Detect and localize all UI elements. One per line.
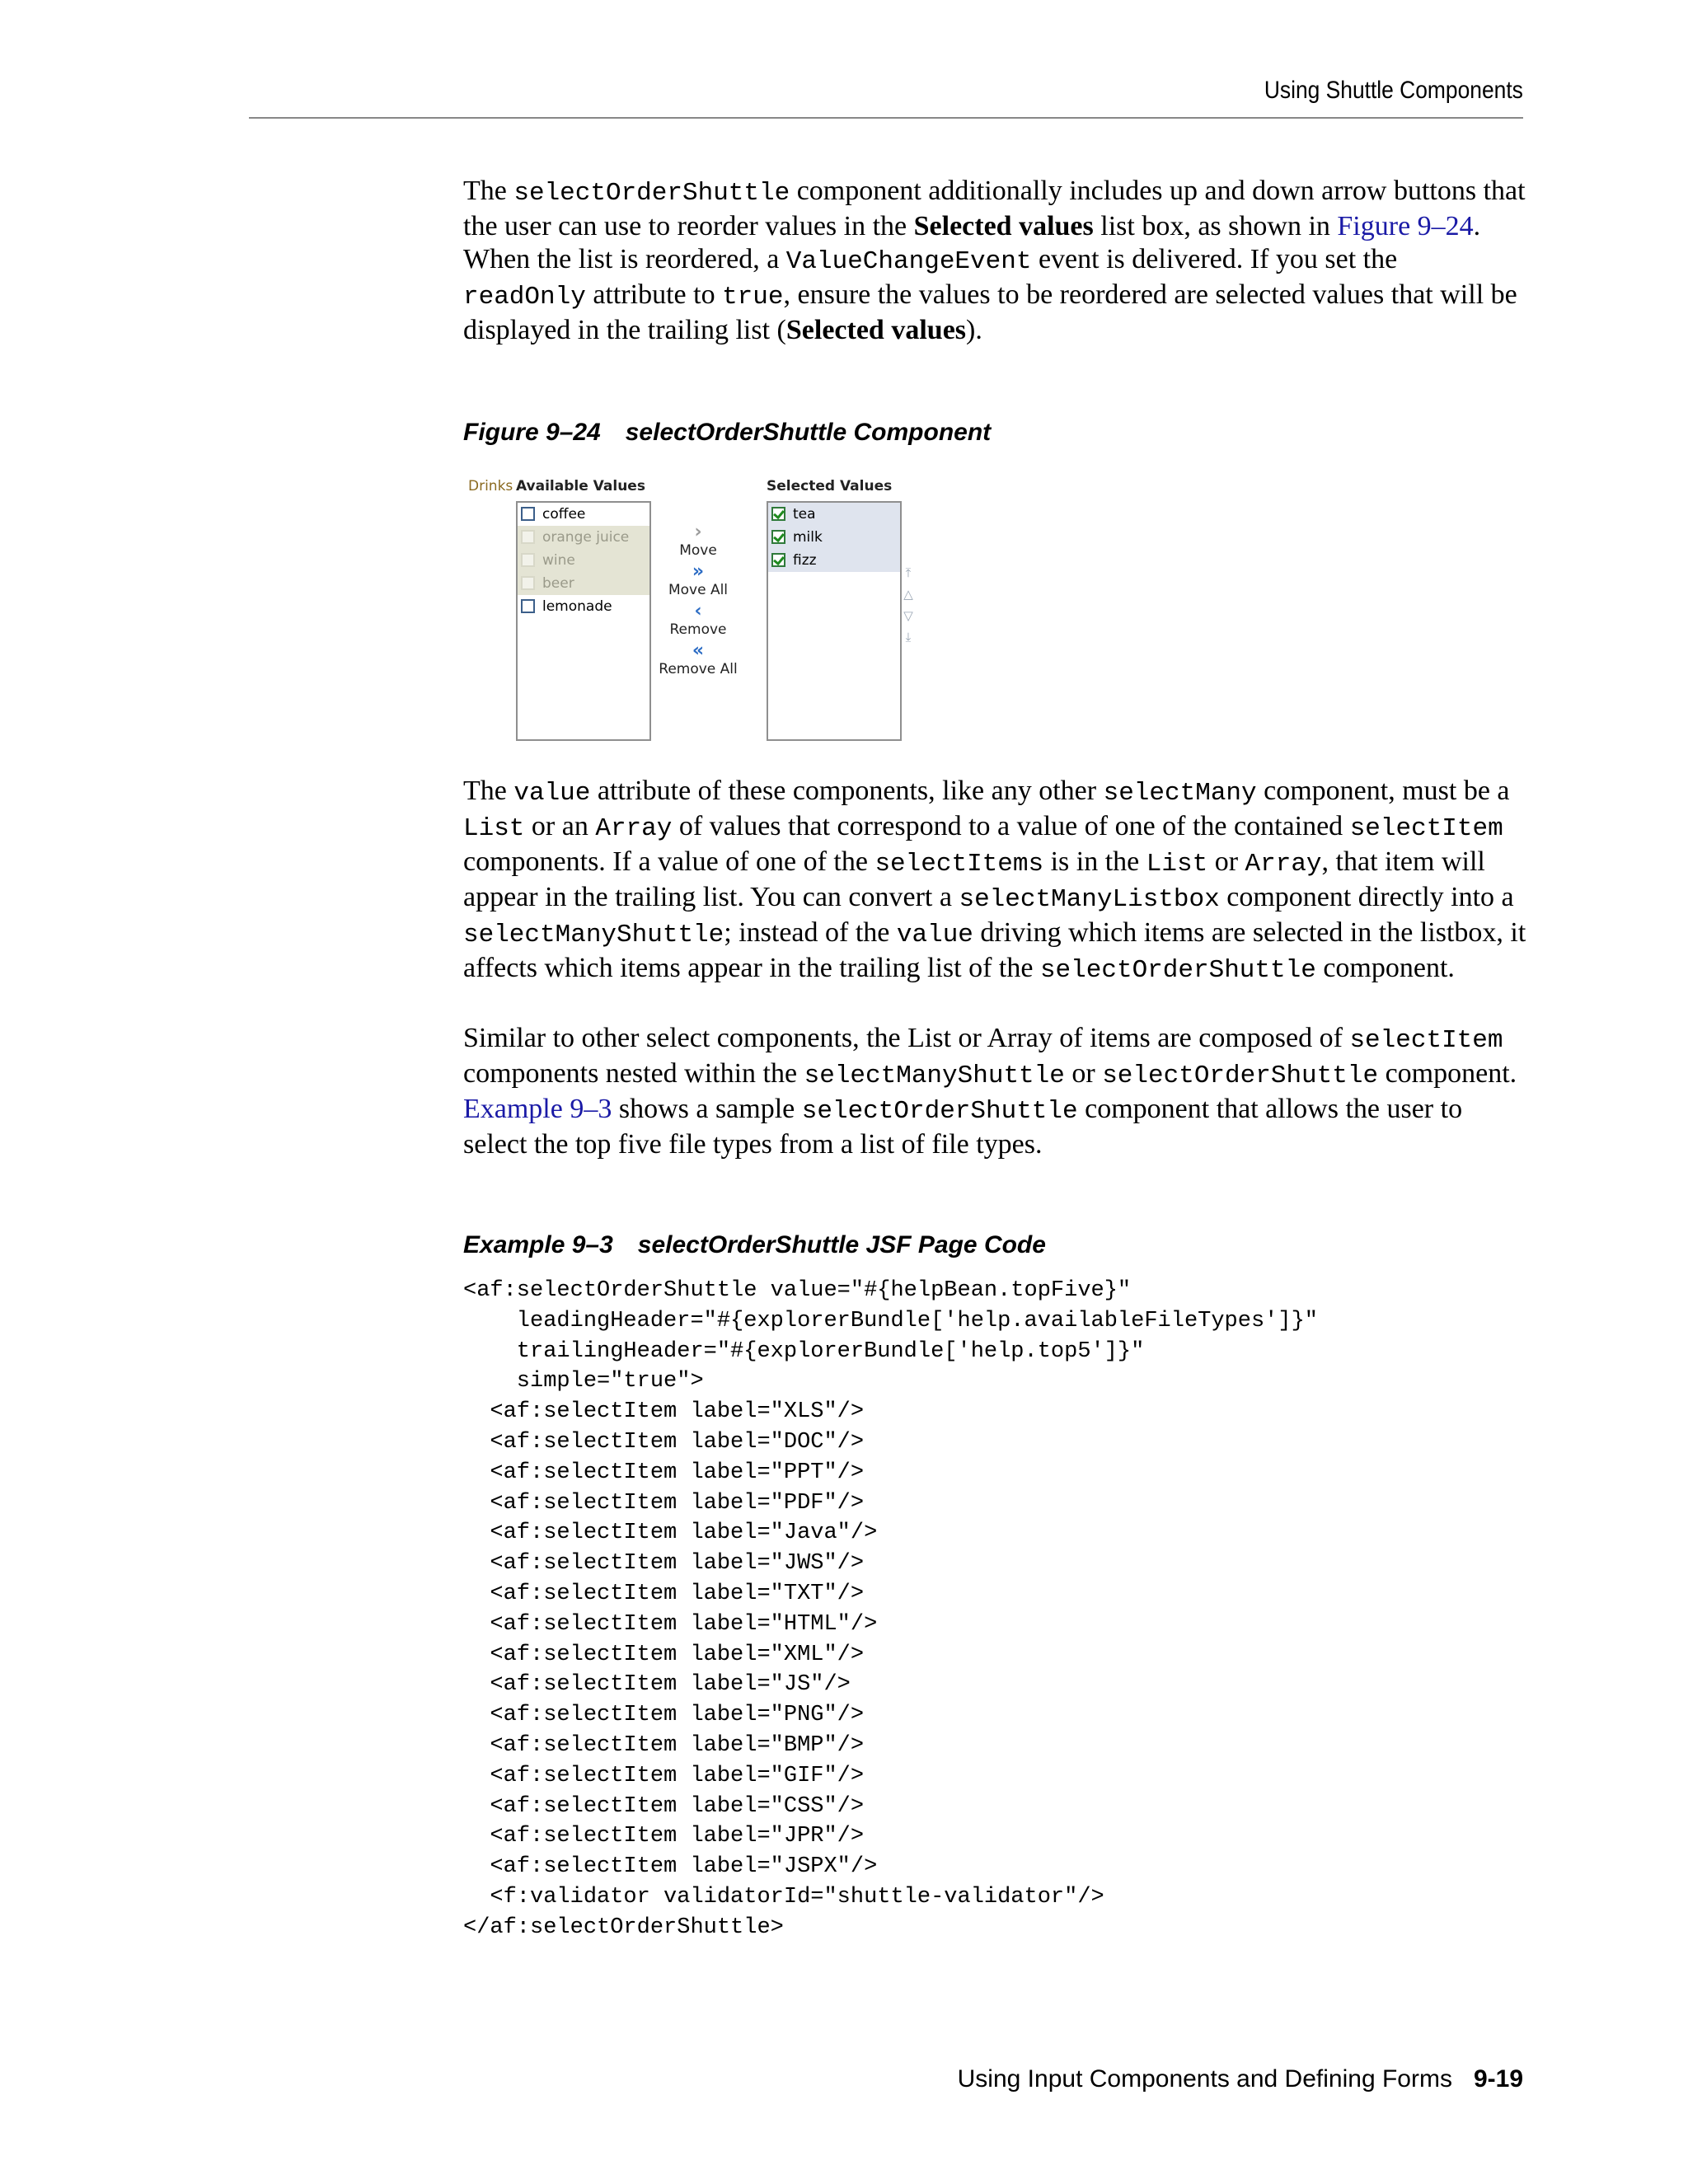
figure-link[interactable]: Figure 9–24 xyxy=(1337,211,1474,241)
shuttle-label: Drinks xyxy=(468,478,513,494)
example-caption xyxy=(463,1231,1526,1259)
move-up-icon[interactable]: △ xyxy=(903,587,913,602)
move-bottom-icon[interactable]: ⤓ xyxy=(905,630,912,644)
figure-caption xyxy=(463,419,1526,447)
example-number: Example 9–3 xyxy=(463,1231,613,1258)
checkbox-checked[interactable] xyxy=(771,530,785,544)
available-listbox[interactable] xyxy=(516,501,651,741)
example-link[interactable]: Example 9–3 xyxy=(463,1094,612,1124)
example-title: selectOrderShuttle JSF Page Code xyxy=(637,1231,1046,1258)
remove-button[interactable]: ‹ Remove xyxy=(653,602,743,638)
paragraph-value-attribute xyxy=(463,775,1526,987)
move-button[interactable]: › Move xyxy=(653,523,743,559)
move-all-button[interactable]: » Move All xyxy=(653,562,743,598)
checkbox[interactable] xyxy=(521,553,535,567)
checkbox[interactable] xyxy=(521,599,535,613)
figure-title: selectOrderShuttle Component xyxy=(625,419,992,446)
available-item[interactable]: coffee xyxy=(518,503,649,526)
selected-item[interactable]: tea xyxy=(768,503,900,526)
available-item[interactable]: lemonade xyxy=(518,595,649,618)
checkbox[interactable] xyxy=(521,530,535,544)
available-values-header: Available Values xyxy=(516,478,645,494)
checkbox-checked[interactable] xyxy=(771,553,785,567)
checkbox-checked[interactable] xyxy=(771,507,785,521)
page-header xyxy=(249,74,1523,119)
selected-listbox[interactable] xyxy=(767,501,902,741)
remove-all-icon: « xyxy=(692,640,705,661)
example-code xyxy=(463,1276,1526,1943)
page-number: 9-19 xyxy=(1473,2065,1523,2093)
checkbox[interactable] xyxy=(521,507,535,521)
available-item[interactable]: orange juice xyxy=(518,526,649,549)
select-order-shuttle xyxy=(467,476,928,740)
selected-item[interactable]: milk xyxy=(768,526,900,549)
value-attribute-text: The value attribute of these components, like any other selectMany component, must be a List or an Array of values that correspond to a value of one of the contained selectItem components. If a value of one of the selectItems is in the List or Array, that item will appear in the trailing list. You can convert a selectManyListbox component directly into a selectManyShuttle; instead of the value driving which items are selected in the listbox, it affects which items appear in the trailing list of the selectOrderShuttle component. xyxy=(463,776,1526,985)
paragraph-select-items xyxy=(463,1022,1526,1161)
code-listing: <af:selectOrderShuttle value="#{helpBean.topFive}" leadingHeader="#{explorerBundle['help.availableFileTypes']}" trailingHeader="#{explorerBundle['help.top5']}" simple="true"> <af:selectItem label="XLS"/> <af:selectItem label="DOC"/> <af:selectItem label="PPT"/> <af:selectItem label="PDF"/> <af:selectItem label="Java"/> <af:selectItem label="JWS"/> <af:selectItem label="TXT"/> <af:selectItem label="HTML"/> <af:selectItem label="XML"/> <af:selectItem label="JS"/> <af:selectItem label="PNG"/> <af:selectItem label="BMP"/> <af:selectItem label="GIF"/> <af:selectItem label="CSS"/> <af:selectItem label="JPR"/> <af:selectItem label="JSPX"/> <f:validator validatorId="shuttle-validator"/> </af:selectOrderShuttle> xyxy=(463,1278,1318,1940)
selected-item[interactable]: fizz xyxy=(768,549,900,572)
move-icon: › xyxy=(694,522,702,542)
move-top-icon[interactable]: ⤒ xyxy=(905,565,912,580)
figure-number: Figure 9–24 xyxy=(463,419,601,446)
move-down-icon[interactable]: ▽ xyxy=(903,608,913,623)
move-all-icon: » xyxy=(692,561,705,582)
page-footer xyxy=(958,2065,1523,2093)
available-item[interactable]: beer xyxy=(518,572,649,595)
intro-text: The selectOrderShuttle component additionally includes up and down arrow buttons that the user can use to reorder values in the Selected values list box, as shown in Figure 9–24. When the list is reordered, a ValueChangeEvent event is delivered. If you set the readOnly attribute to true, ensure the values to be reordered are selected values that will be displayed in the trailing list (Selected values). xyxy=(463,176,1526,345)
remove-icon: ‹ xyxy=(694,601,702,621)
remove-all-button[interactable]: « Remove All xyxy=(653,641,743,677)
selected-values-header: Selected Values xyxy=(767,478,893,494)
footer-title: Using Input Components and Defining Forms xyxy=(957,2065,1452,2093)
checkbox[interactable] xyxy=(521,576,535,590)
available-item[interactable]: wine xyxy=(518,549,649,572)
paragraph-intro xyxy=(463,175,1526,347)
running-header-title: Using Shuttle Components xyxy=(1264,77,1523,104)
select-items-text: Similar to other select components, the List or Array of items are composed of selectItem components nested within the selectManyShuttle or selectOrderShuttle component. Example 9–3 shows a sample selectOrderShuttle component that allows the user to select the top five file types from a list of file types. xyxy=(463,1023,1517,1160)
